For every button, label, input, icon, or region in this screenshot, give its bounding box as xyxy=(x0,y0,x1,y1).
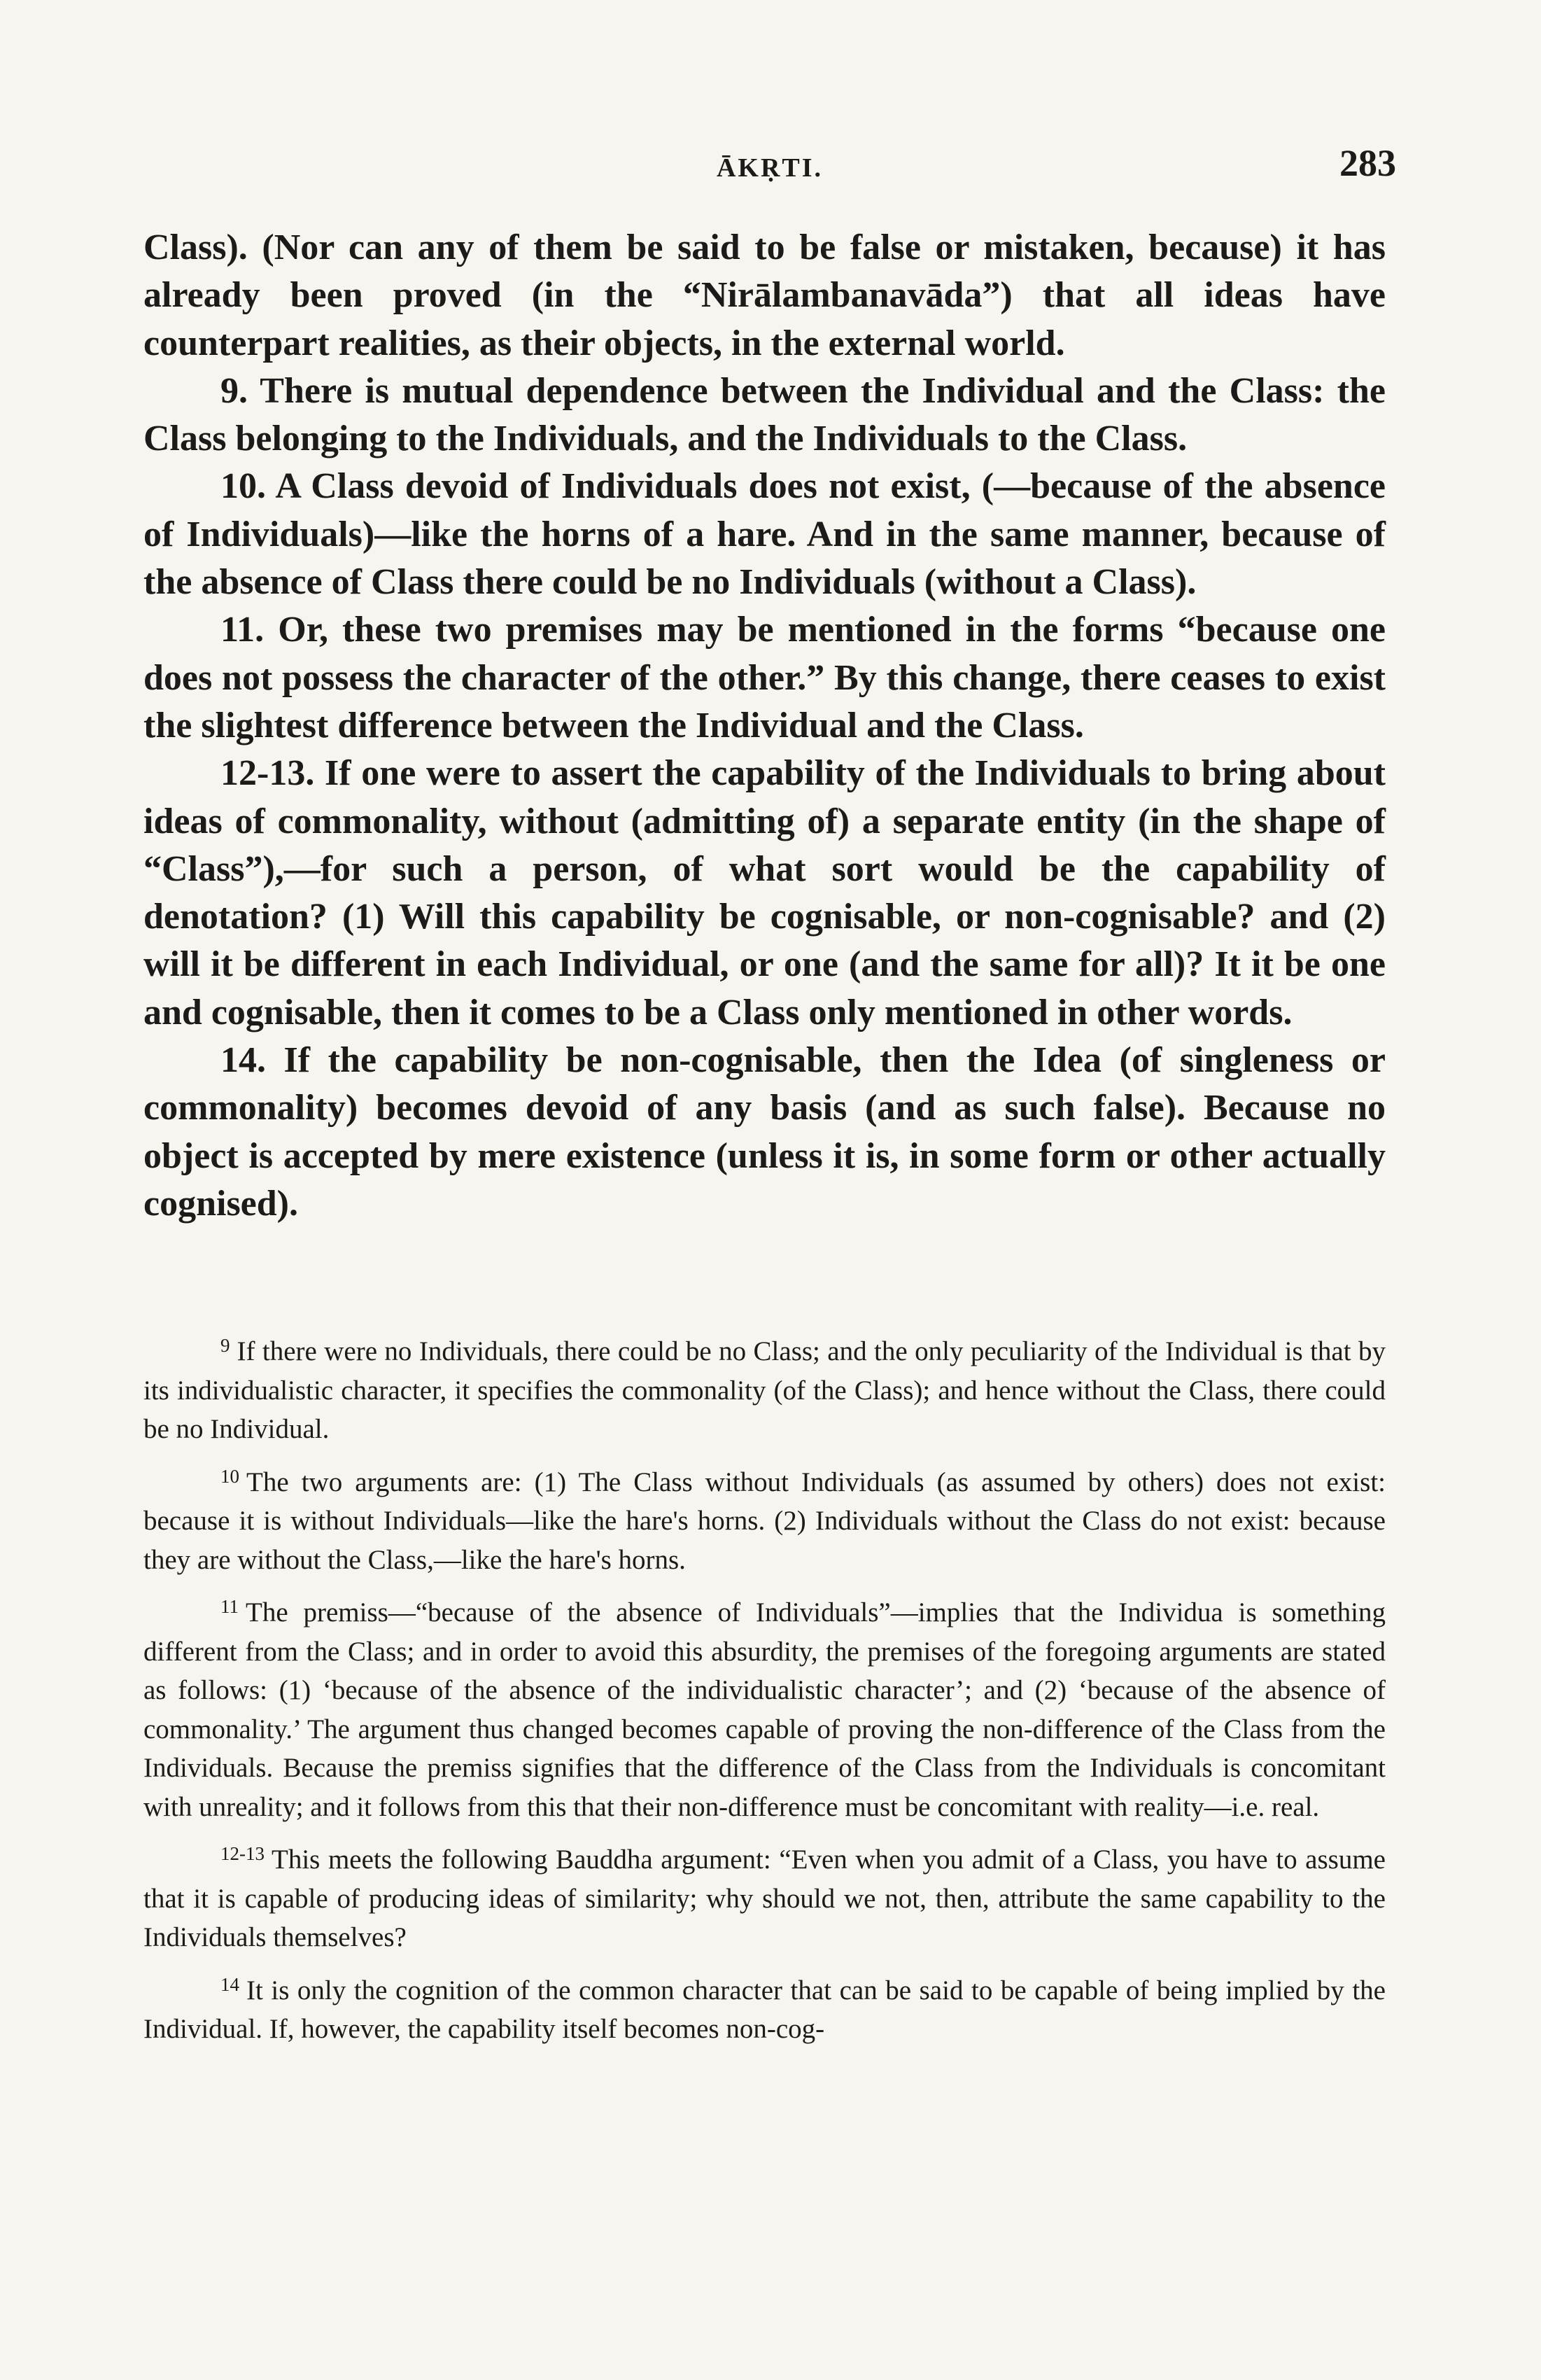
footnote-marker: 14 xyxy=(220,1973,239,1995)
footnote-marker: 11 xyxy=(220,1596,239,1617)
footnote-text: It is only the cognition of the common character that can be said to be capable of being implied by the Individual. If, however, the capability itself becomes non-cog- xyxy=(143,1975,1386,2044)
footnote-text: The two arguments are: (1) The Class without Individuals (as assumed by others) does not exist: because it is without Individuals—like the hare's horns. (2) Individuals without the Class do not exist: because they are without the Class,—like the hare's horns. xyxy=(143,1466,1386,1575)
paragraph-12-13: 12-13. If one were to assert the capability of the Individuals to bring about ideas of commonality, without (admitting of) a separate entity (in the shape of “Class”),—for such a person, of what sort would be the capability of denotation? (1) Will this capability be cognisable, or non-cognisable? and (2) will it be different in each Individual, or one (and the same for all)? It it be one and cognisable, then it comes to be a Class only mentioned in other words. xyxy=(143,753,1386,1032)
paragraph-14: 14. If the capability be non-cognisable, then the Idea (of singleness or commonality) becomes devoid of any basis (and as such false). Because no object is accepted by mere existence (unless it is, in some form or other actually cognised). xyxy=(143,1040,1386,1224)
footnote-9 xyxy=(143,1326,1386,1449)
page-header xyxy=(143,133,1396,189)
footnote-14 xyxy=(143,1966,1386,2049)
footnote-11 xyxy=(143,1588,1386,1826)
main-text xyxy=(143,224,1386,1228)
footnote-10 xyxy=(143,1457,1386,1580)
footnotes xyxy=(143,1326,1386,2057)
page-number: 283 xyxy=(1339,142,1396,184)
footnote-12-13 xyxy=(143,1835,1386,1957)
paragraph-continued: Class). (Nor can any of them be said to be false or mistaken, because) it has already been proved (in the “Nirālambanavāda”) that all ideas have counterpart realities, as their objects, in the external world. xyxy=(143,227,1386,363)
footnote-marker: 12-13 xyxy=(220,1843,265,1864)
footnote-text: If there were no Individuals, there could be no Class; and the only peculiarity of the Individual is that by its individualistic character, it specifies the commonality (of the Class); and hence without the Class, there could be no Individual. xyxy=(143,1336,1386,1444)
footnote-marker: 9 xyxy=(220,1335,230,1356)
paragraph-10: 10. A Class devoid of Individuals does not exist, (—because of the absence of Individuals)—like the horns of a hare. And in the same manner, because of the absence of Class there could be no Individuals (without a Class). xyxy=(143,466,1386,603)
footnote-marker: 10 xyxy=(220,1465,239,1487)
running-head: ĀKṚTI. xyxy=(716,153,824,183)
paragraph-9: 9. There is mutual dependence between the Individual and the Class: the Class belonging to the Individuals, and the Individuals to the Class. xyxy=(143,370,1386,459)
footnote-text: This meets the following Bauddha argument: “Even when you admit of a Class, you have to assume that it is capable of producing ideas of similarity; why should we not, then, attribute the same capability to the Individuals themselves? xyxy=(143,1844,1386,1952)
paragraph-11: 11. Or, these two premises may be mentioned in the forms “because one does not possess the character of the other.” By this change, there ceases to exist the slightest difference between the Individual and the Class. xyxy=(143,610,1386,746)
footnote-text: The premiss—“because of the absence of Individuals”—implies that the Individua is something different from the Class; and in order to avoid this absurdity, the premises of the foregoing arguments are stated as follows: (1) ‘because of the absence of the individualistic character’; and (2) ‘because of the absence of commonality.’ The argument thus changed becomes capable of proving the non-difference of the Class from the Individuals. Because the premiss signifies that the difference of the Class from the Individuals is concomitant with unreality; and it follows from this that their non-difference must be concomitant with reality—i.e. real. xyxy=(143,1597,1386,1822)
